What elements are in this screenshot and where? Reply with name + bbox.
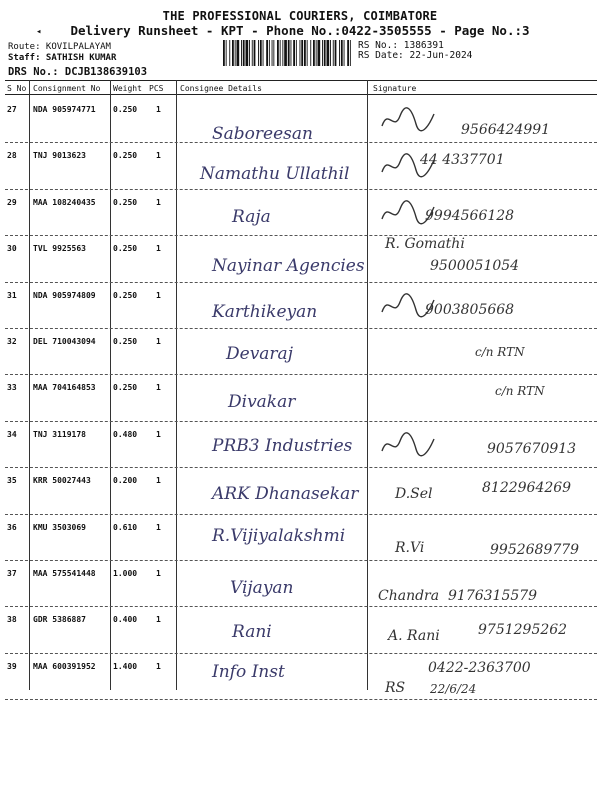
- row-signature-phone: 0422-2363700: [428, 660, 531, 676]
- row-signature-phone: 9057670913: [487, 441, 577, 457]
- row-signature-phone: 9500051054: [430, 258, 520, 274]
- row-pcs: 1: [156, 522, 161, 532]
- row-consignment-no: TVL 9925563: [33, 244, 86, 254]
- signature-scribble-icon: [378, 199, 438, 227]
- column-header-pcs: PCS: [149, 84, 164, 93]
- row-divider: [5, 142, 597, 143]
- row-consignment-no: MAA 108240435: [33, 197, 96, 207]
- row-signature-note: c/n RTN: [475, 345, 525, 359]
- column-divider: [110, 80, 111, 690]
- row-pcs: 1: [156, 337, 161, 346]
- row-weight: 0.250: [113, 244, 138, 254]
- row-weight: 0.250: [113, 151, 138, 161]
- row-divider: [5, 560, 597, 561]
- company-name: THE PROFESSIONAL COURIERS, COIMBATORE: [162, 9, 438, 23]
- row-consignee-handwriting: Raja: [232, 207, 271, 227]
- row-sno: 31: [7, 290, 17, 300]
- row-weight: 0.250: [113, 290, 138, 300]
- row-signature-name: Chandra: [378, 588, 440, 604]
- table-header-rule: [5, 94, 597, 95]
- row-signature-phone: 9751295262: [478, 622, 568, 638]
- row-sno: 30: [7, 244, 17, 254]
- row-consignment-no: MAA 600391952: [33, 661, 96, 671]
- runsheet-title: Delivery Runsheet - KPT - Phone No.:0422-3505555 - Page No.:3: [70, 23, 530, 38]
- row-signature-date: 22/6/24: [430, 682, 477, 696]
- page-mark: ◂: [36, 27, 42, 37]
- column-header-weight: Weight: [113, 84, 142, 93]
- row-signature-phone: 9176315579: [448, 588, 538, 604]
- rs-date: RS Date: 22-Jun-2024: [358, 50, 473, 61]
- row-divider: [5, 235, 597, 236]
- signature-scribble-icon: [378, 292, 438, 320]
- row-consignee-handwriting: Saboreesan: [212, 124, 313, 144]
- row-divider: [5, 328, 597, 329]
- row-consignment-no: DEL 710043094: [33, 337, 96, 346]
- row-sno: 37: [7, 569, 17, 578]
- row-pcs: 1: [156, 105, 161, 114]
- row-consignee-handwriting: Nayinar Agencies: [212, 256, 365, 276]
- row-pcs: 1: [156, 383, 161, 393]
- signature-scribble-icon: [378, 106, 438, 134]
- row-sno: 39: [7, 661, 17, 671]
- row-divider: [5, 699, 597, 700]
- row-signature-note: c/n RTN: [495, 384, 545, 398]
- signature-scribble-icon: [378, 431, 438, 459]
- row-divider: [5, 653, 597, 654]
- row-divider: [5, 374, 597, 375]
- row-sno: 34: [7, 429, 17, 439]
- row-sno: 28: [7, 151, 17, 161]
- row-sno: 32: [7, 337, 17, 346]
- rs-number: RS No.: 1386391: [358, 40, 444, 51]
- row-signature-phone: 8122964269: [482, 480, 572, 496]
- row-consignment-no: NDA 905974771: [33, 105, 96, 114]
- row-consignment-no: GDR 5386887: [33, 615, 86, 625]
- row-sno: 29: [7, 197, 17, 207]
- row-consignment-no: KMU 3503069: [33, 522, 86, 532]
- row-signature-name: R.Vi: [395, 540, 425, 556]
- row-pcs: 1: [156, 615, 161, 625]
- row-consignee-handwriting: PRB3 Industries: [212, 436, 353, 456]
- signature-scribble-icon: [378, 152, 438, 180]
- row-signature-name: RS: [385, 680, 406, 696]
- column-divider: [367, 80, 368, 690]
- column-divider: [29, 80, 30, 690]
- row-consignment-no: NDA 905974809: [33, 290, 96, 300]
- route-label: Route: KOVILPALAYAM: [8, 42, 111, 52]
- row-consignee-handwriting: Divakar: [228, 392, 296, 412]
- row-divider: [5, 282, 597, 283]
- row-divider: [5, 606, 597, 607]
- row-pcs: 1: [156, 197, 161, 207]
- row-weight: 0.400: [113, 615, 138, 625]
- row-divider: [5, 189, 597, 190]
- column-header-sno: S No: [7, 84, 27, 93]
- row-consignment-no: TNJ 3119178: [33, 429, 86, 439]
- row-weight: 0.250: [113, 383, 138, 393]
- row-weight: 1.400: [113, 661, 138, 671]
- row-signature-name: D.Sel: [395, 486, 433, 502]
- row-sno: 27: [7, 105, 17, 114]
- row-consignment-no: MAA 704164853: [33, 383, 96, 393]
- row-weight: 0.250: [113, 337, 138, 346]
- column-divider: [176, 80, 177, 690]
- column-header-consignee: Consignee Details: [180, 84, 262, 93]
- row-consignee-handwriting: Karthikeyan: [212, 302, 318, 322]
- row-consignee-handwriting: R.Vijiyalakshmi: [212, 526, 346, 546]
- column-header-consignment: Consignment No: [33, 84, 101, 93]
- row-consignee-handwriting: Namathu Ullathil: [200, 164, 350, 184]
- row-consignee-handwriting: Devaraj: [226, 344, 293, 364]
- row-consignee-handwriting: Rani: [232, 622, 272, 642]
- row-signature-name: A. Rani: [388, 628, 440, 644]
- row-pcs: 1: [156, 244, 161, 254]
- staff-label: Staff: SATHISH KUMAR: [8, 53, 117, 63]
- row-signature-phone: 9566424991: [461, 122, 551, 138]
- row-sno: 35: [7, 476, 17, 486]
- row-signature-phone: 44 4337701: [420, 152, 505, 168]
- row-pcs: 1: [156, 569, 161, 578]
- row-pcs: 1: [156, 151, 161, 161]
- row-pcs: 1: [156, 661, 161, 671]
- row-consignment-no: TNJ 9013623: [33, 151, 86, 161]
- row-pcs: 1: [156, 290, 161, 300]
- row-signature-name: R. Gomathi: [385, 236, 465, 252]
- row-weight: 0.200: [113, 476, 138, 486]
- column-header-signature: Signature: [373, 84, 417, 93]
- row-consignee-handwriting: ARK Dhanasekar: [212, 484, 359, 504]
- row-divider: [5, 421, 597, 422]
- row-pcs: 1: [156, 476, 161, 486]
- row-sno: 38: [7, 615, 17, 625]
- row-consignee-handwriting: Info Inst: [212, 662, 285, 682]
- row-sno: 33: [7, 383, 17, 393]
- row-divider: [5, 514, 597, 515]
- table-top-rule: [5, 80, 597, 81]
- row-signature-phone: 9003805668: [425, 302, 515, 318]
- row-consignment-no: KRR 50027443: [33, 476, 91, 486]
- row-divider: [5, 467, 597, 468]
- row-signature-phone: 9994566128: [425, 208, 515, 224]
- row-weight: 0.610: [113, 522, 138, 532]
- row-weight: 1.000: [113, 569, 138, 578]
- barcode-icon: [222, 40, 352, 66]
- row-weight: 0.250: [113, 105, 138, 114]
- row-sno: 36: [7, 522, 17, 532]
- drs-number: DRS No.: DCJB138639103: [8, 66, 148, 78]
- row-weight: 0.480: [113, 429, 138, 439]
- row-consignment-no: MAA 575541448: [33, 569, 96, 578]
- row-weight: 0.250: [113, 197, 138, 207]
- row-signature-phone: 9952689779: [490, 542, 580, 558]
- row-consignee-handwriting: Vijayan: [230, 578, 294, 598]
- row-pcs: 1: [156, 429, 161, 439]
